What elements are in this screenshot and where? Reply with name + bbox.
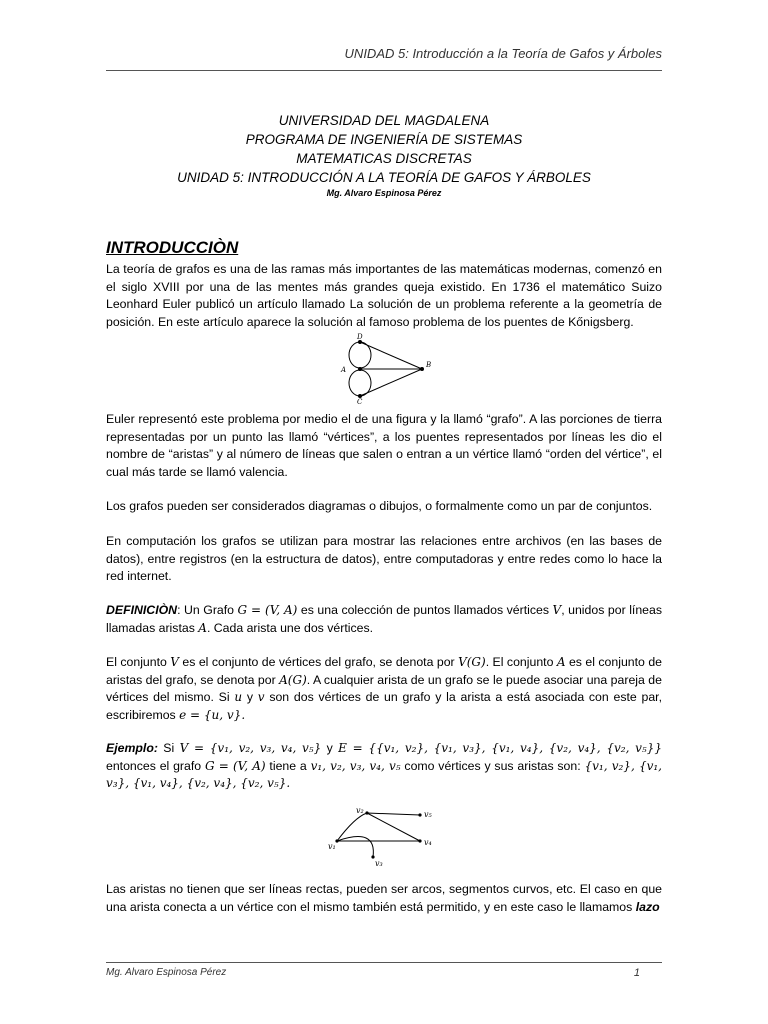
konigsberg-edge xyxy=(349,342,371,368)
university-title: UNIVERSIDAD DEL MAGDALENA xyxy=(278,113,490,128)
program-title: PROGRAMA DE INGENIERÍA DE SISTEMAS xyxy=(245,132,523,147)
label-v1: v₁ xyxy=(328,842,336,851)
header-divider xyxy=(106,70,662,71)
example-vertex xyxy=(365,811,368,814)
label-d: D xyxy=(357,333,363,341)
intro-heading: INTRODUCCIÒN xyxy=(106,238,239,257)
example-edge xyxy=(337,837,373,857)
paragraph-euler: Euler representó este problema por medio el de una figura y la llamó “grafo”. A las porciones de tierra representadas por un punto las llamó “vértices”, a los puentes representados por líneas les dio el nombre de “aristas” y al número de líneas que salen o entran a un vértice llamó “orden del vértice”, el cual más tarde se llamó valencia. xyxy=(106,412,662,479)
konigsberg-vertex xyxy=(358,367,362,371)
label-v5: v₅ xyxy=(424,810,432,819)
konigsberg-edge xyxy=(349,370,371,396)
paragraph-sets: Los grafos pueden ser considerados diagramas o dibujos, o formalmente como un par de conjuntos. xyxy=(106,499,653,513)
title-block xyxy=(106,111,662,200)
konigsberg-edge xyxy=(360,369,422,396)
example-edge xyxy=(367,813,420,815)
label-v4: v₄ xyxy=(424,838,432,847)
konigsberg-edge xyxy=(360,342,422,369)
paragraph-edges: Las aristas no tienen que ser líneas rectas, pueden ser arcos, segmentos curvos, etc. El caso en que una arista conecta a un vértice con el mismo también está permitido, y en este caso le llamamos lazo xyxy=(106,882,662,914)
konigsberg-vertex xyxy=(420,367,424,371)
label-v2: v₂ xyxy=(356,806,364,815)
paragraph-intro: La teoría de grafos es una de las ramas más importantes de las matemáticas modernas, comenzó en el siglo XVIII por una de las mentes más grandes queja existido. En 1736 el matemático Suizo Leonhard Euler publicó un artículo llamado La solución de un problema referente a la geometría de posición. En este artículo aparece la solución al famoso problema de los puentes de Kőnigsberg. xyxy=(106,262,662,329)
footer-author: Mg. Alvaro Espinosa Pérez xyxy=(106,967,227,978)
example-edge xyxy=(367,813,420,841)
label-a: A xyxy=(341,366,347,374)
course-title: MATEMATICAS DISCRETAS xyxy=(296,151,472,166)
example-vertex xyxy=(418,813,421,816)
konigsberg-graph-figure xyxy=(330,333,440,405)
example-label: Ejemplo: xyxy=(106,741,158,755)
label-b: B xyxy=(426,361,432,369)
definition-label: DEFINICIÒN xyxy=(106,603,178,617)
label-v3: v₃ xyxy=(375,859,383,867)
label-c: C xyxy=(357,398,363,405)
example-vertex xyxy=(335,839,338,842)
example-vertex xyxy=(418,839,421,842)
lazo-term: lazo xyxy=(635,899,660,914)
paragraph-definition: DEFINICIÒN: Un Grafo G = (V, A) es una colección de puntos llamados vértices V, unidos por líneas llamadas aristas A. Cada arista une dos vértices. xyxy=(106,603,663,635)
example-graph-figure xyxy=(325,805,440,867)
page-number: 1 xyxy=(633,967,640,979)
paragraph-vertex-sets: El conjunto V es el conjunto de vértices del grafo, se denota por V(G). El conjunto A es el conjunto de aristas del grafo, se denota por A(G). A cualquier arista de un grafo se le puede asociar una pareja de vértices del mismo. Si u y v son dos vértices de un grafo y la arista a está asociada con este par, escribiremos e = {u, v}. xyxy=(106,655,663,722)
page-footer xyxy=(106,967,662,978)
unit-title: UNIDAD 5: INTRODUCCIÓN A LA TEORÍA DE GAFOS Y ÁRBOLES xyxy=(177,170,591,185)
running-header: UNIDAD 5: Introducción a la Teoría de Gafos y Árboles xyxy=(344,46,662,61)
paragraph-computing: En computación los grafos se utilizan para mostrar las relaciones entre archivos (en las bases de datos), entre registros (en la estructura de datos), entre computadoras y entre redes como lo hace la red internet. xyxy=(106,534,662,583)
paragraph-example: Ejemplo: Si V = {v₁, v₂, v₃, v₄, v₅} y E = {{v₁, v₂}, {v₁, v₃}, {v₁, v₄}, {v₂, v₄}, {v₂, v₅}} entonces el grafo G = (V, A) tiene a v₁, v₂, v₃, v₄, v₅ como vértices y sus aristas son: {v₁, v₂}, {v₁, v₃}, {v₁, v₄}, {v₂, v₄}, {v₂, v₅}. xyxy=(106,741,663,790)
author-name: Mg. Alvaro Espinosa Pérez xyxy=(326,188,442,198)
footer-divider xyxy=(106,962,662,963)
